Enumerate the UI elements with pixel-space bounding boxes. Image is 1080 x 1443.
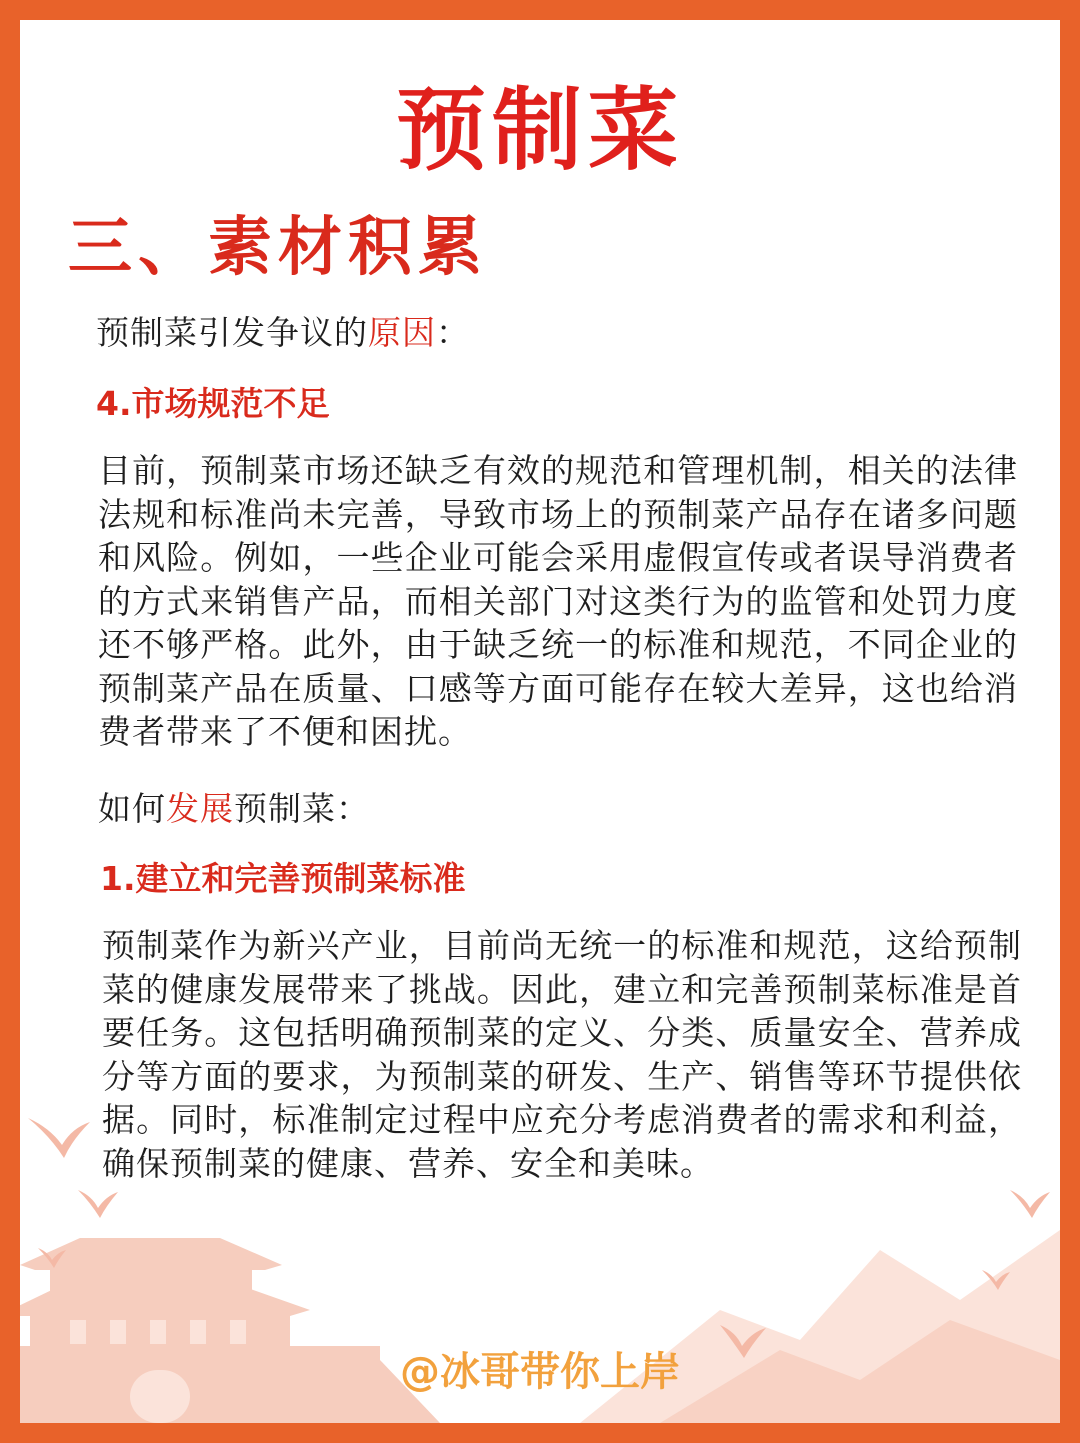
poster-card [20, 20, 1060, 1423]
section-heading: 三、素材积累 [68, 211, 488, 285]
intro-text: ： [436, 313, 470, 352]
intro-text: 预制菜引发争议的 [96, 313, 368, 352]
intro-highlight: 发展 [166, 789, 234, 828]
section-intro-reasons [96, 313, 470, 352]
author-watermark: @冰哥带你上岸 [400, 1349, 680, 1395]
intro-highlight: 原因 [368, 313, 436, 352]
section-intro-development [98, 789, 370, 828]
point-heading-standards: 1.建立和完善预制菜标准 [100, 859, 466, 898]
point-heading-market-regulation: 4.市场规范不足 [96, 384, 330, 423]
intro-text: 如何 [98, 789, 166, 828]
page-title: 预制菜 [396, 78, 684, 183]
intro-text: 预制菜： [234, 789, 370, 828]
paragraph-market-regulation: 目前，预制菜市场还缺乏有效的规范和管理机制，相关的法律法规和标准尚未完善，导致市场上的预制菜产品存在诸多问题和风险。例如，一些企业可能会采用虚假宣传或者误导消费者的方式来销售产品，而相关部门对这类行为的监管和处罚力度还不够严格。此外，由于缺乏统一的标准和规范，不同企业的预制菜产品在质量、口感等方面可能存在较大差异，这也给消费者带来了不便和困扰。 [98, 451, 1018, 751]
paragraph-standards: 预制菜作为新兴产业，目前尚无统一的标准和规范，这给预制菜的健康发展带来了挑战。因此，建立和完善预制菜标准是首要任务。这包括明确预制菜的定义、分类、质量安全、营养成分等方面的要求，为预制菜的研发、生产、销售等环节提供依据。同时，标准制定过程中应充分考虑消费者的需求和利益，确保预制菜的健康、营养、安全和美味。 [102, 926, 1022, 1183]
